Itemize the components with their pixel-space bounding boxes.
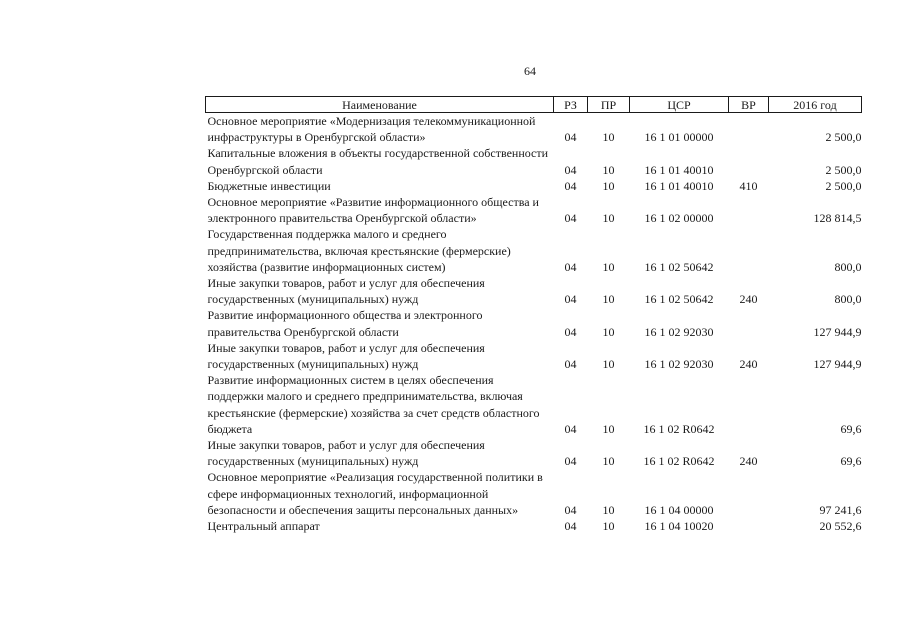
- table-row: [206, 372, 862, 437]
- page-number: 64: [524, 64, 536, 78]
- row-amount: 127 944,9: [813, 324, 862, 339]
- row-name: Центральный аппарат: [207, 519, 320, 534]
- row-vr: [729, 518, 769, 534]
- row-rz: 04: [564, 292, 577, 307]
- row-amount: 127 944,9: [813, 357, 862, 372]
- row-name: Иные закупки товаров, работ и услуг для обеспечения государственных (муниципальных) нужд: [207, 276, 485, 307]
- row-rz: 04: [564, 211, 577, 226]
- row-name: Государственная поддержка малого и среднего предпринимательства, включая крестьянские (фермерские) хозяйства (развитие информационных систем): [207, 227, 511, 274]
- row-csr: 16 1 02 50642: [644, 259, 714, 274]
- header-name: Наименование: [206, 97, 554, 113]
- row-vr: [729, 372, 769, 437]
- table-row: [206, 145, 862, 177]
- row-csr: 16 1 01 00000: [644, 130, 714, 145]
- row-rz: 04: [564, 324, 577, 339]
- row-amount: 800,0: [834, 259, 862, 274]
- row-csr: 16 1 01 40010: [644, 162, 714, 177]
- row-csr: 16 1 01 40010: [644, 178, 714, 193]
- table-row: [206, 178, 862, 194]
- row-vr: [729, 113, 769, 146]
- row-vr: [729, 226, 769, 275]
- row-pr: 10: [602, 292, 615, 307]
- row-name: Основное мероприятие «Реализация государственной политики в сфере информационных технологий, информационной безопасности и обеспечения защиты персональных данных»: [207, 470, 543, 517]
- table-row: [206, 113, 862, 146]
- row-rz: 04: [564, 259, 577, 274]
- row-name: Капитальные вложения в объекты государственной собственности Оренбургской области: [207, 146, 549, 177]
- row-name: Основное мероприятие «Модернизация телекоммуникационной инфраструктуры в Оренбургской области»: [207, 114, 536, 145]
- row-vr: 240: [739, 357, 758, 372]
- row-csr: 16 1 02 R0642: [643, 421, 715, 436]
- row-pr: 10: [602, 454, 615, 469]
- row-rz: 04: [564, 421, 577, 436]
- row-amount: 20 552,6: [819, 519, 862, 534]
- row-vr: [729, 194, 769, 226]
- row-name: Бюджетные инвестиции: [207, 178, 331, 193]
- row-rz: 04: [564, 178, 577, 193]
- table-row: [206, 275, 862, 307]
- row-name: Развитие информационного общества и электронного правительства Оренбургской области: [207, 308, 483, 339]
- table-row: [206, 307, 862, 339]
- row-vr: [729, 469, 769, 518]
- row-pr: 10: [602, 421, 615, 436]
- row-csr: 16 1 02 50642: [644, 292, 714, 307]
- row-rz: 04: [564, 357, 577, 372]
- table-row: [206, 340, 862, 372]
- row-csr: 16 1 04 10020: [644, 519, 714, 534]
- row-csr: 16 1 02 92030: [644, 324, 714, 339]
- header-rz: РЗ: [554, 97, 588, 113]
- row-csr: 16 1 04 00000: [644, 502, 714, 517]
- row-pr: 10: [602, 211, 615, 226]
- row-pr: 10: [602, 502, 615, 517]
- row-csr: 16 1 02 R0642: [643, 454, 715, 469]
- table-row: [206, 437, 862, 469]
- row-rz: 04: [564, 502, 577, 517]
- header-vr: ВР: [729, 97, 769, 113]
- row-vr: 240: [739, 454, 758, 469]
- row-pr: 10: [602, 259, 615, 274]
- header-pr: ПР: [588, 97, 630, 113]
- row-name: Иные закупки товаров, работ и услуг для обеспечения государственных (муниципальных) нужд: [207, 438, 485, 469]
- table-row: [206, 194, 862, 226]
- row-amount: 69,6: [840, 454, 862, 469]
- table-row: [206, 226, 862, 275]
- row-name: Основное мероприятие «Развитие информационного общества и электронного правительства Оренбургской области»: [207, 195, 539, 226]
- table-row: [206, 518, 862, 534]
- header-csr: ЦСР: [630, 97, 729, 113]
- row-amount: 2 500,0: [825, 178, 862, 193]
- row-pr: 10: [602, 519, 615, 534]
- row-rz: 04: [564, 130, 577, 145]
- row-amount: 2 500,0: [825, 130, 862, 145]
- table-row: [206, 469, 862, 518]
- row-amount: 69,6: [840, 421, 862, 436]
- row-name: Иные закупки товаров, работ и услуг для обеспечения государственных (муниципальных) нужд: [207, 340, 485, 372]
- row-vr: 410: [739, 178, 758, 193]
- row-vr: [729, 307, 769, 339]
- row-pr: 10: [602, 130, 615, 145]
- row-csr: 16 1 02 92030: [644, 357, 714, 372]
- row-pr: 10: [602, 324, 615, 339]
- row-name: Развитие информационных систем в целях обеспечения поддержки малого и среднего предпринимательства, включая крестьянские (фермерские) хозяйства за счет средств областного бюджета: [207, 373, 540, 436]
- row-amount: 2 500,0: [825, 162, 862, 177]
- row-amount: 128 814,5: [813, 211, 862, 226]
- row-pr: 10: [602, 162, 615, 177]
- row-rz: 04: [564, 519, 577, 534]
- row-vr: 240: [739, 292, 758, 307]
- row-rz: 04: [564, 162, 577, 177]
- header-year: 2016 год: [769, 97, 862, 113]
- row-rz: 04: [564, 454, 577, 469]
- table-header-row: [206, 97, 862, 113]
- budget-table: [205, 96, 862, 534]
- row-amount: 97 241,6: [819, 502, 862, 517]
- row-vr: [729, 145, 769, 177]
- row-csr: 16 1 02 00000: [644, 211, 714, 226]
- row-pr: 10: [602, 357, 615, 372]
- row-amount: 800,0: [834, 292, 862, 307]
- row-pr: 10: [602, 178, 615, 193]
